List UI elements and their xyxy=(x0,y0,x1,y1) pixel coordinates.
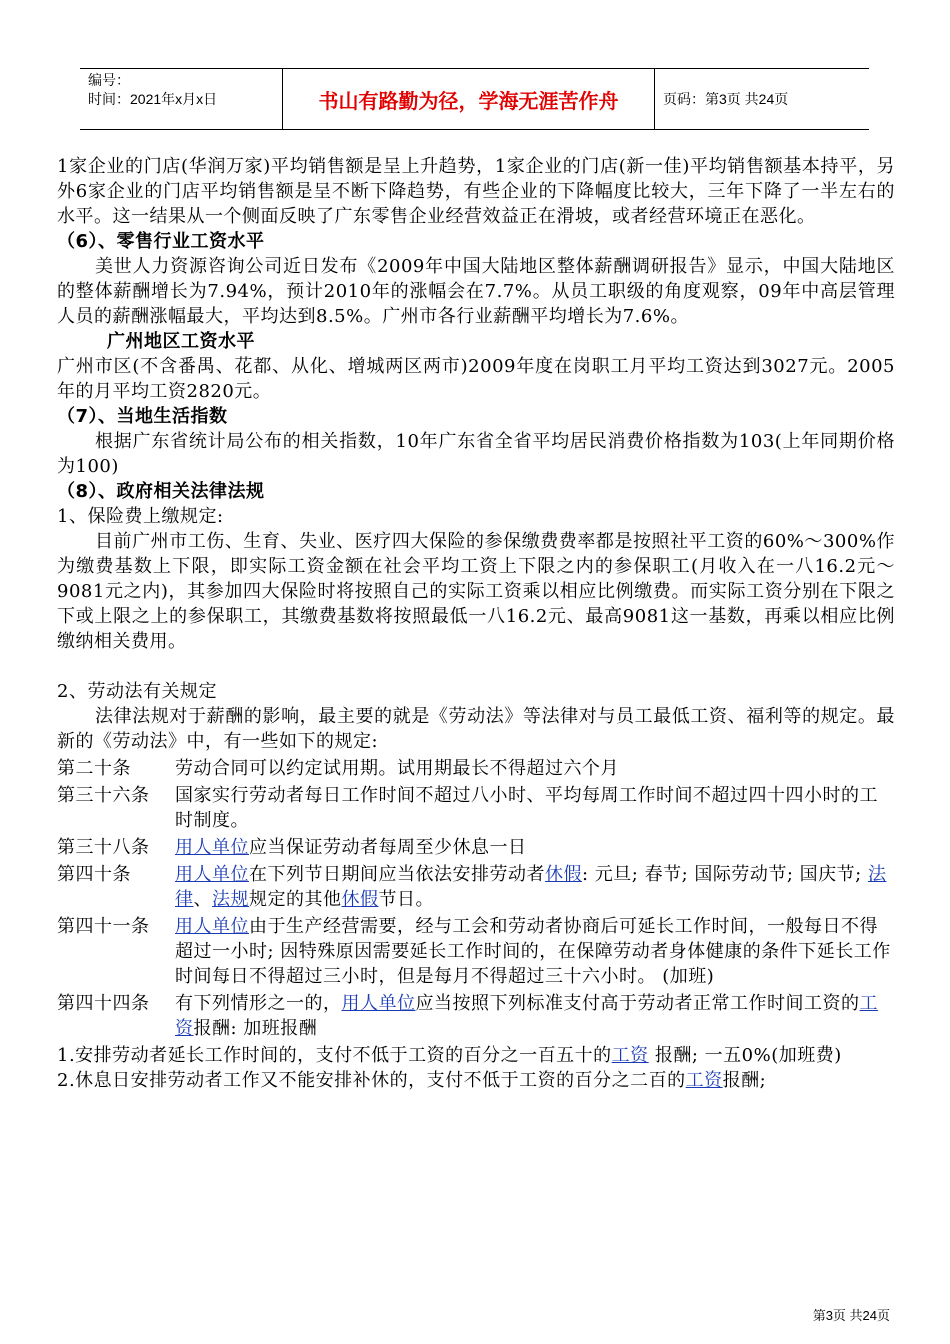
paragraph: 法律法规对于薪酬的影响，最主要的就是《劳动法》等法律对与员工最低工资、福利等的规定。最新的《劳动法》中，有一些如下的规定: xyxy=(57,706,895,752)
list-text: 报酬; xyxy=(722,1070,767,1091)
list-text: 2.休息日安排劳动者工作又不能安排补休的，支付不低于工资的百分之二百的 xyxy=(57,1070,686,1091)
article-38 xyxy=(57,835,895,860)
page-footer: 第3页 共24页 xyxy=(812,1308,890,1323)
header-page-label: 页码：第3页 共24页 xyxy=(663,91,789,107)
article-text xyxy=(175,862,895,912)
article-44 xyxy=(57,991,895,1041)
article-40 xyxy=(57,862,895,912)
article-text-part: 由于生产经营需要，经与工会和劳动者协商后可延长工作时间，一般每日不得超过一小时; 因特殊原因需要延长工作时间的，在保障劳动者身体健康的条件下延长工作时间每日不得超过三小时，但是每月不得超过三十六小时。 (加班) xyxy=(175,916,891,987)
paragraph: 根据广东省统计局公布的相关指数，10年广东省全省平均居民消费价格指数为103(上年同期价格为100) xyxy=(57,431,895,477)
article-text-part: : 元旦; 春节; 国际劳动节; 国庆节; xyxy=(582,864,868,885)
section-heading: （6）、零售行业工资水平 xyxy=(57,231,265,252)
article-number: 第三十八条 xyxy=(57,837,150,858)
link-vacation[interactable]: 休假 xyxy=(341,889,379,910)
article-text-part: 节日。 xyxy=(378,889,434,910)
subsection-heading: 广州地区工资水平 xyxy=(107,331,255,352)
article-36 xyxy=(57,783,895,833)
link-law[interactable]: 法律 xyxy=(175,864,887,910)
article-text-part: 有下列情形之一的， xyxy=(175,993,342,1014)
list-item xyxy=(57,1068,895,1093)
header-motto: 书山有路勤为径，学海无涯苦作舟 xyxy=(283,69,655,129)
list-heading: 2、劳动法有关规定 xyxy=(57,681,217,702)
article-text-part: 报酬: 加班报酬 xyxy=(193,1018,318,1039)
section-heading: （8）、政府相关法律法规 xyxy=(57,481,265,502)
list-item xyxy=(57,1043,895,1068)
article-number: 第三十六条 xyxy=(57,785,150,806)
link-employer[interactable]: 用人单位 xyxy=(175,864,249,885)
link-vacation[interactable]: 休假 xyxy=(545,864,582,885)
link-employer[interactable]: 用人单位 xyxy=(341,993,416,1014)
section-heading: （7）、当地生活指数 xyxy=(57,406,228,427)
link-regulation[interactable]: 法规 xyxy=(212,889,249,910)
article-number: 第四十四条 xyxy=(57,993,150,1014)
document-body xyxy=(57,154,895,1093)
article-number: 第二十条 xyxy=(57,758,131,779)
link-wage[interactable]: 工资 xyxy=(611,1045,649,1066)
article-text xyxy=(175,991,895,1041)
list-text: 报酬; 一五0%(加班费) xyxy=(648,1045,842,1066)
link-employer[interactable]: 用人单位 xyxy=(175,916,249,937)
list-text: 1.安排劳动者延长工作时间的，支付不低于工资的百分之一百五十的 xyxy=(57,1045,612,1066)
article-text xyxy=(175,835,895,860)
article-text: 国家实行劳动者每日工作时间不超过八小时、平均每周工作时间不超过四十四小时的工时制度。 xyxy=(175,785,878,831)
link-wage[interactable]: 工资 xyxy=(175,993,878,1039)
article-number: 第四十一条 xyxy=(57,916,150,937)
page-header xyxy=(80,68,869,130)
doc-number-label: 编号： xyxy=(88,72,130,88)
paragraph: 美世人力资源咨询公司近日发布《2009年中国大陆地区整体薪酬调研报告》显示，中国大陆地区的整体薪酬增长为7.94%，预计2010年的涨幅会在7.7%。从员工职级的角度观察，09年中高层管理人员的薪酬涨幅最大，平均达到8.5%。广州市各行业薪酬平均增长为7.6%。 xyxy=(57,256,895,327)
paragraph: 目前广州市工伤、生育、失业、医疗四大保险的参保缴费费率都是按照社平工资的60%～300%作为缴费基数上下限，即实际工资金额在社会平均工资上下限之内的参保职工(月收入在一八16.2元～9081元之内)，其参加四大保险时将按照自己的实际工资乘以相应比例缴费。而实际工资分别在下限之下或上限之上的参保职工，其缴费基数将按照最低一八16.2元、最高9081这一基数，再乘以相应比例缴纳相关费用。 xyxy=(57,531,895,652)
doc-date-label: 时间：2021年x月x日 xyxy=(88,91,218,107)
link-employer[interactable]: 用人单位 xyxy=(175,837,249,858)
article-text-part: 、 xyxy=(193,889,212,910)
link-wage[interactable]: 工资 xyxy=(685,1070,723,1091)
article-text-part: 应当保证劳动者每周至少休息一日 xyxy=(249,837,527,858)
article-text-part: 规定的其他 xyxy=(249,889,342,910)
article-20 xyxy=(57,756,895,781)
list-heading: 1、保险费上缴规定: xyxy=(57,506,224,527)
article-41 xyxy=(57,914,895,989)
article-text xyxy=(175,914,895,989)
article-text: 劳动合同可以约定试用期。试用期最长不得超过六个月 xyxy=(175,758,619,779)
article-text-part: 在下列节日期间应当依法安排劳动者 xyxy=(249,864,545,885)
article-number: 第四十条 xyxy=(57,864,131,885)
paragraph: 广州市区(不含番禺、花都、从化、增城两区两市)2009年度在岗职工月平均工资达到3027元。2005年的月平均工资2820元。 xyxy=(57,356,895,402)
header-meta xyxy=(80,69,283,129)
paragraph: 1家企业的门店(华润万家)平均销售额是呈上升趋势，1家企业的门店(新一佳)平均销售额基本持平，另外6家企业的门店平均销售额是呈不断下降趋势，有些企业的下降幅度比较大，三年下降了一半左右的水平。这一结果从一个侧面反映了广东零售企业经营效益正在滑坡，或者经营环境正在恶化。 xyxy=(57,156,895,227)
article-text-part: 应当按照下列标准支付高于劳动者正常工作时间工资的 xyxy=(415,993,860,1014)
